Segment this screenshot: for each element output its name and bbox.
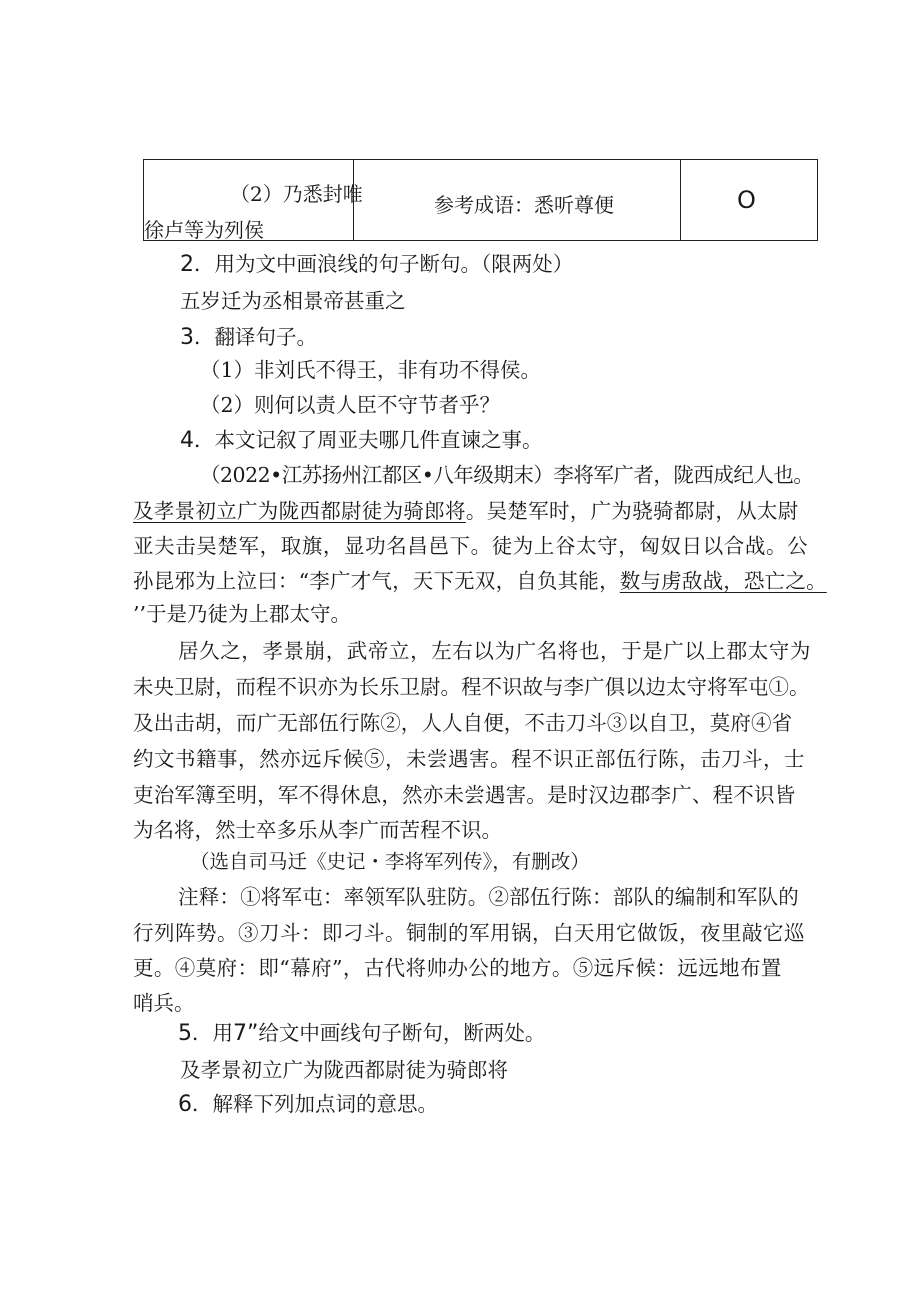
question-3 [180, 327, 317, 349]
question-3-item-2: （2）则何以责人臣不守节者乎？ [200, 393, 501, 417]
table-cell-text: O [737, 186, 756, 214]
question-number: 4 [180, 428, 194, 453]
annotation-line: 更。④莫府：即“幕府”，古代将帅办公的地方。⑤远斥候：远远地布置 [133, 956, 782, 980]
passage-line: （2022•江苏扬州江都区•八年级期末）李将军广者，陇西成纪人也。 [200, 463, 814, 487]
table-cell-idiom [354, 160, 681, 240]
question-text: ．本文记叙了周亚夫哪几件直谏之事。 [194, 428, 543, 452]
question-2 [180, 254, 573, 276]
table-cell-line: （2）乃悉封唯 [230, 182, 363, 206]
question-5 [178, 1023, 545, 1045]
passage-line: ’’于是乃徒为上郡太守。 [133, 602, 352, 626]
question-5-sentence: 及孝景初立广为陇西都尉徒为骑郎将 [180, 1058, 508, 1082]
passage-line: 未央卫尉，而程不识亦为长乐卫尉。程不识故与李广俱以边太守将军屯①。 [133, 675, 810, 699]
question-number: 3 [180, 325, 194, 350]
question-text: ．解释下列加点词的意思。 [192, 1092, 438, 1116]
question-4 [180, 430, 543, 452]
table-cell-answer [681, 160, 817, 240]
table-cell-line: 徐卢等为列侯 [144, 218, 264, 242]
question-number: 6 [178, 1092, 192, 1117]
underlined-sentence: 及孝景初立广为陇西都尉徒为骑郎将 [133, 499, 466, 523]
question-6 [178, 1094, 438, 1116]
question-2-sentence: 五岁迁为丞相景帝甚重之 [180, 289, 406, 313]
passage-line [133, 501, 799, 522]
passage-text: 孙昆邪为上泣曰：“李广才气，天下无双，自负其能， [133, 569, 620, 593]
passage-line: 为名将，然士卒多乐从李广而苦程不识。 [133, 818, 502, 842]
question-text: ．用 [192, 1021, 233, 1045]
table-cell-sentence [144, 160, 363, 242]
passage-line: 吏治军簿至明，军不得休息，然亦未尝遇害。是时汉边郡李广、程不识皆 [133, 783, 796, 807]
question-3-item-1: （1）非刘氏不得王，非有功不得侯。 [200, 358, 542, 382]
underlined-sentence: 数与虏敌战，恐亡之。 [619, 569, 827, 593]
annotation-line: 注释：①将军屯：率领军队驻防。②部伍行陈：部队的编制和军队的 [178, 885, 799, 909]
passage-text: 。吴楚军时，广为骁骑都尉，从太尉 [465, 499, 799, 523]
answer-table [143, 159, 818, 241]
question-text: ．用为文中画浪线的句子断句。（限两处） [194, 252, 574, 276]
question-text: ．翻译句子。 [194, 325, 317, 349]
question-text: 7” [233, 1021, 259, 1046]
passage-line: 居久之，孝景崩，武帝立，左右以为广名将也，于是广以上郡太守为 [178, 639, 811, 663]
question-number: 5 [178, 1021, 192, 1046]
table-cell-text: 参考成语：悉听尊便 [434, 193, 614, 217]
passage-line: 亚夫击吴楚军，取旗，显功名昌邑下。徒为上谷太守，匈奴日以合战。公 [133, 534, 809, 558]
passage-line: 约文书籍事，然亦远斥候⑤，未尝遇害。程不识正部伍行陈，击刀斗，士 [133, 747, 805, 771]
annotation-line: 哨兵。 [133, 991, 195, 1015]
question-text: 给文中画线句子断句，断两处。 [258, 1021, 546, 1045]
passage-source: （选自司马迁《史记・李将军列传》，有删改） [190, 850, 590, 873]
passage-line: 及出击胡，而广无部伍行陈②，人人自便，不击刀斗③以自卫，莫府④省 [133, 711, 793, 735]
passage-line [133, 571, 827, 592]
annotation-line: 行列阵势。③刀斗：即刁斗。铜制的军用锅，白天用它做饭，夜里敲它巡 [133, 921, 805, 945]
question-number: 2 [180, 252, 194, 277]
